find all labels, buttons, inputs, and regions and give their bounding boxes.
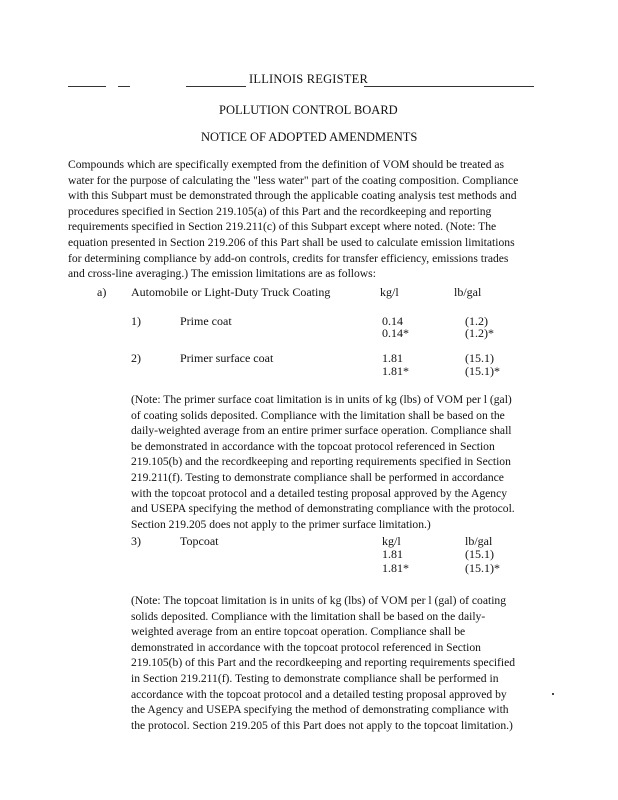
kg-value: 0.14 (382, 314, 403, 328)
lb-value: (15.1) (465, 351, 494, 365)
text-line: the protocol. Section 219.205 of this Part does not apply to the topcoat limitation.) (131, 718, 513, 732)
section-title: Automobile or Light-Duty Truck Coating (131, 285, 331, 299)
scan-speck (552, 693, 554, 695)
lb-value: (15.1) (465, 547, 494, 561)
kg-value: 0.14* (382, 326, 409, 340)
intro-paragraph (68, 157, 542, 282)
item-name: Primer surface coat (180, 351, 274, 365)
unit-kg-header: kg/l (382, 534, 401, 548)
text-line: in Section 219.211(f). Testing to demonstrate compliance shall be performed in (131, 671, 499, 685)
item-number: 3) (131, 534, 141, 548)
unit-kg-header: kg/l (380, 285, 399, 299)
text-line: for determining compliance by add-on controls, credits for transfer efficiency, emissions trades (68, 251, 509, 265)
board-title: POLLUTION CONTROL BOARD (219, 103, 398, 117)
text-line: and USEPA specifying the method of demonstrating compliance with the protocol. (131, 502, 515, 516)
text-line: (Note: The topcoat limitation is in units of kg (lbs) of VOM per l (gal) of coating (131, 594, 507, 607)
text-line: and cross-line averaging.) The emission limitations are as follows: (68, 267, 376, 281)
text-line: daily-weighted average from an entire primer surface operation. Compliance shall (131, 424, 512, 438)
kg-value: 1.81* (382, 364, 409, 378)
kg-value: 1.81* (382, 561, 409, 575)
lb-value: (1.2)* (465, 326, 494, 340)
register-title: ILLINOIS REGISTER (249, 72, 369, 86)
notice-title: NOTICE OF ADOPTED AMENDMENTS (201, 130, 418, 144)
text-line: Compounds which are specifically exempted from the definition of VOM should be treated as (68, 158, 505, 171)
text-line: requirements specified in Section 219.211(c) of this Subpart except where noted. (Note: The (68, 220, 497, 234)
header-rule-segment (364, 86, 534, 87)
text-line: be demonstrated in accordance with the topcoat protocol referenced in Section (131, 439, 495, 453)
text-line: of coating solids deposited. Compliance with the limitation shall be based on the (131, 408, 505, 422)
unit-lb-header: lb/gal (465, 534, 493, 548)
text-line: the Agency and USEPA specifying the method of demonstrating compliance with (131, 703, 509, 717)
topcoat-note-paragraph (131, 593, 537, 733)
text-line: demonstrated in accordance with the topcoat protocol referenced in Section (131, 640, 481, 654)
unit-lb-header: lb/gal (454, 285, 482, 299)
text-line: solids deposited. Compliance with the limitation shall be based on the daily- (131, 609, 486, 623)
section-label: a) (97, 285, 107, 299)
lb-value: (15.1)* (465, 364, 500, 378)
item-name: Topcoat (180, 534, 219, 548)
text-line: 219.105(b) of this Part and the recordkeeping and reporting requirements specified (131, 656, 516, 670)
header-rule-segment (186, 86, 246, 87)
header-rule-segment (118, 86, 130, 87)
text-line: 219.105(b) and the recordkeeping and reporting requirements specified in Section (131, 455, 511, 469)
item-number: 2) (131, 351, 141, 365)
text-line: with the topcoat protocol and a detailed testing proposal approved by the Agency (131, 486, 508, 500)
text-line: procedures specified in Section 219.105(a) of this Part and the recordkeeping and reporting (68, 204, 492, 218)
item-number: 1) (131, 314, 141, 328)
item-name: Prime coat (180, 314, 232, 328)
text-line: 219.211(f). Testing to demonstrate compliance shall be performed in accordance (131, 470, 504, 484)
text-line: Section 219.205 does not apply to the primer surface limitation.) (131, 517, 431, 531)
kg-value: 1.81 (382, 351, 403, 365)
header-rule-segment (68, 86, 106, 87)
text-line: accordance with the topcoat protocol and a detailed testing proposal approved by (131, 687, 507, 701)
text-line: with this Subpart must be demonstrated through the applicable coating analysis test methods and (68, 189, 517, 203)
text-line: equation presented in Section 219.206 of this Part shall be used to calculate emission limitations (68, 235, 515, 249)
lb-value: (15.1)* (465, 561, 500, 575)
text-line: (Note: The primer surface coat limitation is in units of kg (lbs) of VOM per l (gal) (131, 393, 512, 406)
kg-value: 1.81 (382, 547, 403, 561)
lb-value: (1.2) (465, 314, 488, 328)
primer-note-paragraph (131, 392, 537, 532)
text-line: water for the purpose of calculating the "less water" part of the coating composition. Compliance (68, 173, 519, 187)
text-line: weighted average from an entire topcoat operation. Compliance shall be (131, 625, 466, 639)
